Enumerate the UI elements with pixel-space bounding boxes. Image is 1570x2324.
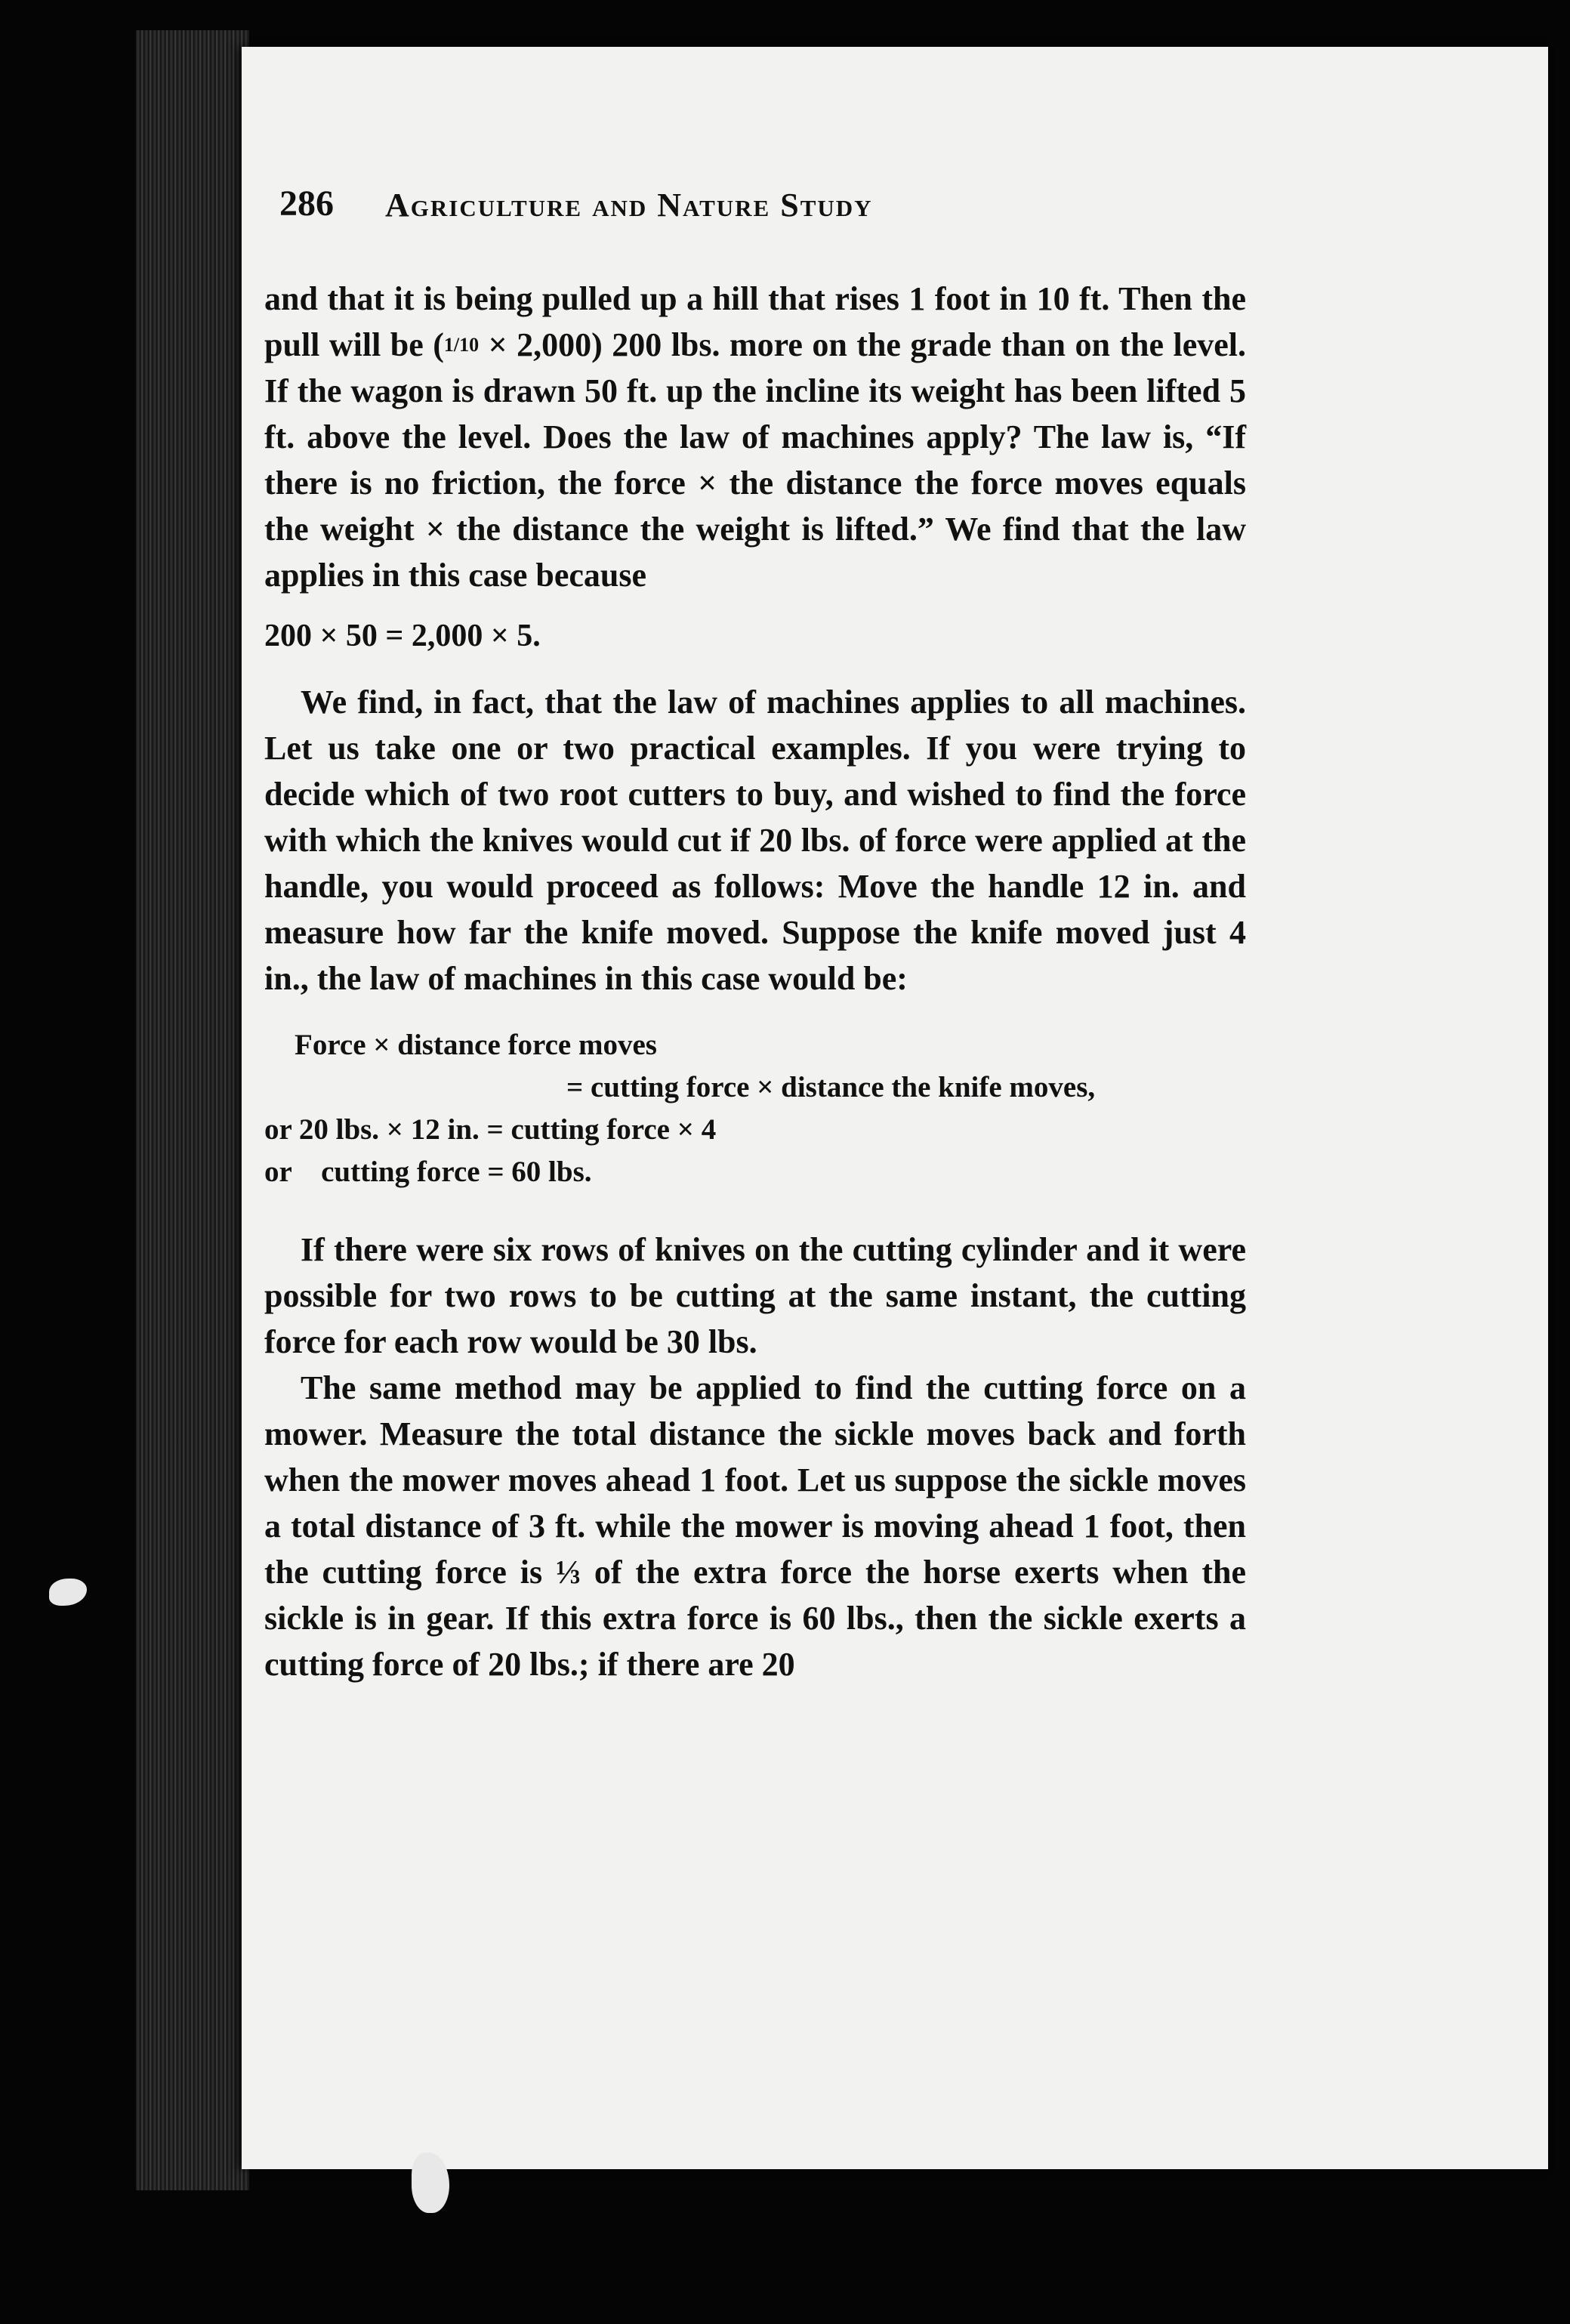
paragraph-4: The same method may be applied to find the cutting force on a mower. Measure the total distance the sickle moves back and forth when the mower moves ahead 1 foot. Let us suppose the sickle moves a total distance of 3 ft. while the mower is moving ahead 1 foot, then the cutting force is ⅓ of the extra force the horse exerts when the sickle is in gear. If this extra force is 60 lbs., then the sickle exerts a cutting force of 20 lbs.; if there are 20	[264, 1369, 1246, 1683]
fraction-one-tenth: 1/10	[443, 334, 480, 356]
calculation-block	[264, 1024, 1246, 1193]
running-head: Agriculture and Nature Study	[385, 187, 873, 224]
body-text	[264, 276, 1246, 1687]
calc-line-2: = cutting force × distance the knife moves,	[566, 1071, 1096, 1103]
calc-line-1: Force × distance force moves	[295, 1029, 657, 1061]
equation: 200 × 50 = 2,000 × 5.	[264, 619, 541, 653]
paragraph-1-text: and that it is being pulled up a hill that rises 1 foot in 10 ft. Then the pull will be	[264, 280, 1246, 363]
paragraph-2: We find, in fact, that the law of machines applies to all machines. Let us take one or two practical examples. If you were trying to decide which of two root cutters to buy, and wished to find the force with which the knives would cut if 20 lbs. of force were applied at the handle, you would proceed as follows: Move the handle 12 in. and measure how far the knife moved. Suppose the knife moved just 4 in., the law of machines in this case would be:	[264, 684, 1246, 997]
page-header	[279, 183, 1352, 243]
paragraph-1: and that it is being pulled up a hill that rises 1 foot in 10 ft. Then the pull will be (1/10 × 2,000) 200 lbs. more on the grade than on the level. If the wagon is drawn 50 ft. up the incline its weight has been lifted 5 ft. above the level. Does the law of machines apply? The law is, “If there is no friction, the force × the distance the force moves equals the weight × the distance the weight is lifted.” We find that the law applies in this case because	[264, 280, 1247, 594]
calc-line-3: or 20 lbs. × 12 in. = cutting force × 4	[264, 1113, 717, 1146]
paragraph-1-continuation: × 2,000) 200 lbs. more on the grade than on the level. If the wagon is drawn 50 ft. up the incline its weight has been lifted 5 ft. above the level. Does the law of machines apply? The law is, “If there is no friction, the force × the distance the force moves equals the weight × the distance the weight is lifted.” We find that the law applies in this case because	[264, 326, 1247, 594]
paragraph-3: If there were six rows of knives on the cutting cylinder and it were possible for two rows to be cutting at the same instant, the cutting force for each row would be 30 lbs.	[264, 1231, 1246, 1360]
scan-speck	[49, 1579, 87, 1606]
page-number: 286	[279, 184, 334, 224]
calc-line-4: or cutting force = 60 lbs.	[264, 1156, 592, 1188]
